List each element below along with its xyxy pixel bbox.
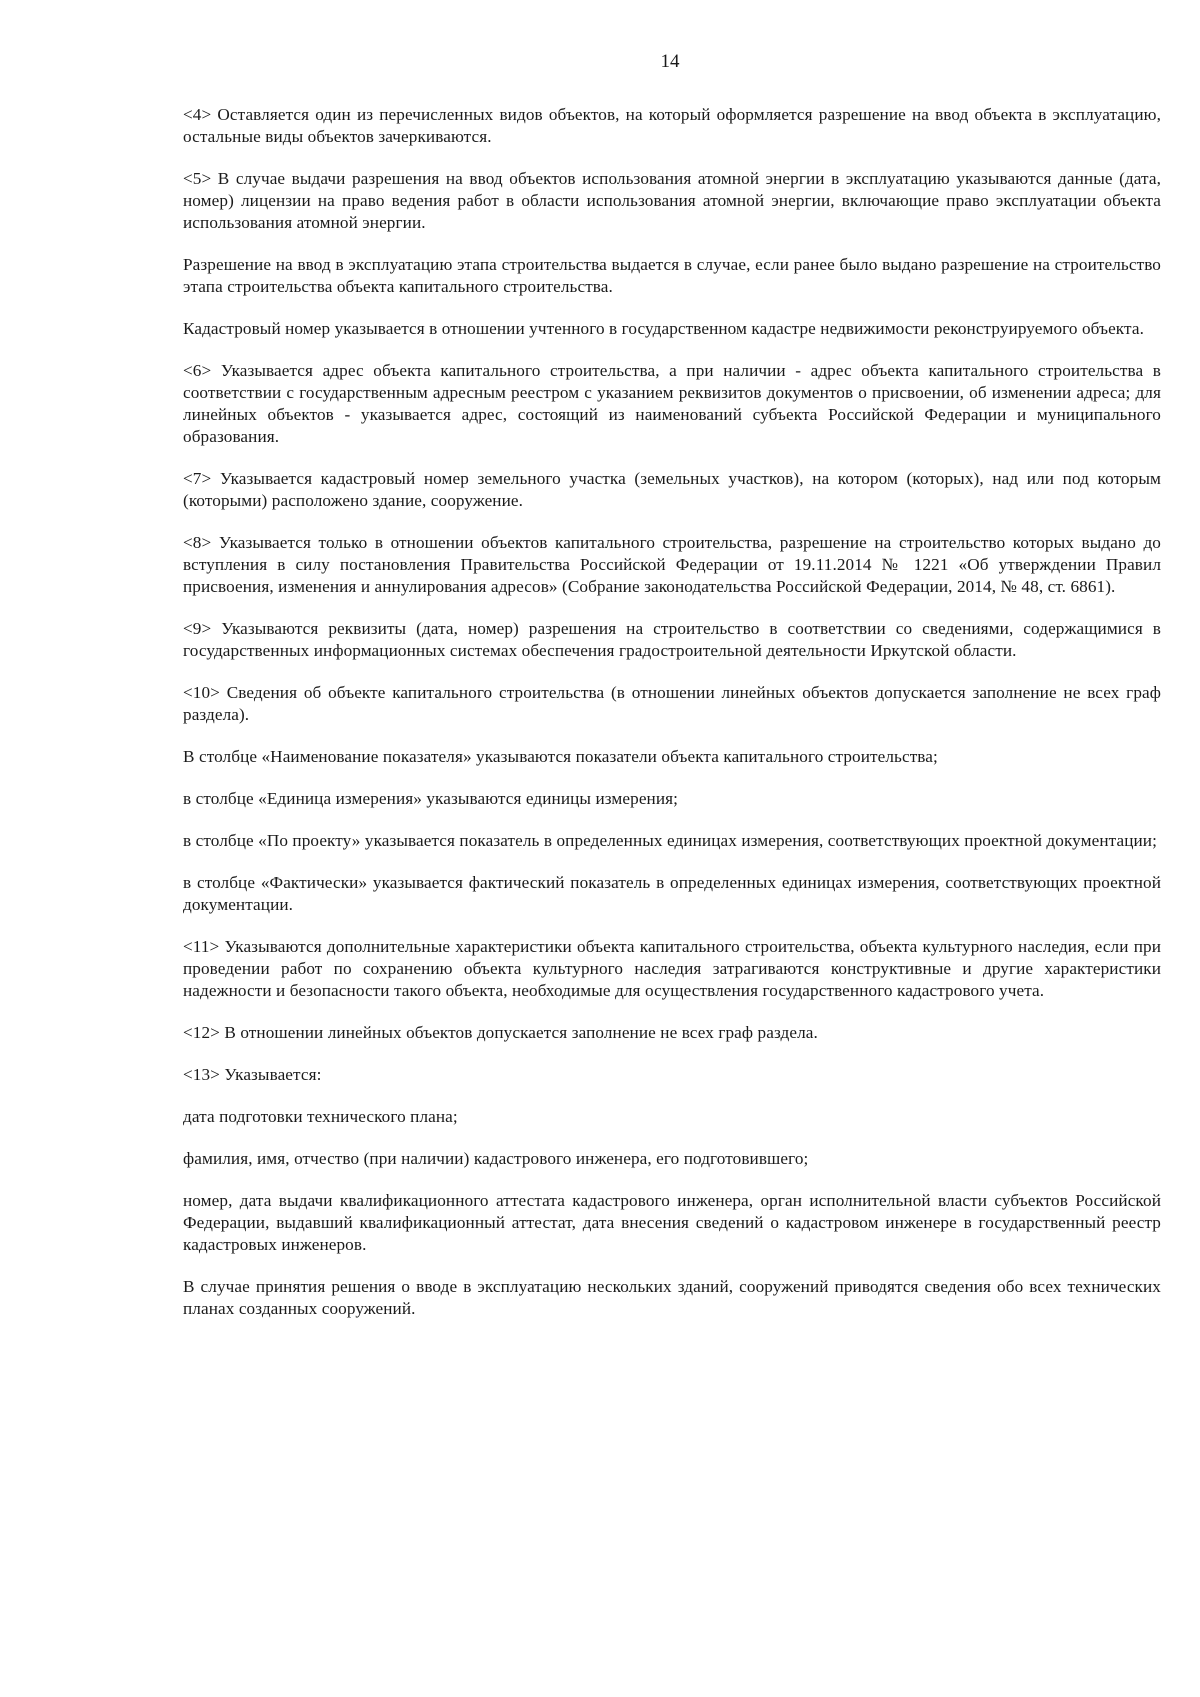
footnote-8: <8> Указывается только в отношении объектов капитального строительства, разрешение на строительство которых выдано до вступления в силу постановления Правительства Российской Федерации от 19.11.2014 № 1221 «Об утверждении Правил присвоения, изменения и аннулирования адресов» (Собрание законодательства Российской Федерации, 2014, № 48, ст. 6861). — [183, 533, 1161, 596]
page-number: 14 — [660, 51, 680, 72]
footnote-13: <13> Указывается: — [183, 1065, 322, 1084]
footnote-10: <10> Сведения об объекте капитального строительства (в отношении линейных объектов допускается заполнение не всех граф раздела). — [183, 683, 1161, 724]
footnote-7: <7> Указывается кадастровый номер земельного участка (земельных участков), на котором (которых), над или под которым (которыми) расположено здание, сооружение. — [183, 469, 1161, 510]
column-name-note: В столбце «Наименование показателя» указываются показатели объекта капитального строительства; — [183, 747, 938, 766]
column-actual-note: в столбце «Фактически» указывается фактический показатель в определенных единицах измерения, соответствующих проектной документации. — [183, 873, 1161, 914]
footnote-5: <5> В случае выдачи разрешения на ввод объектов использования атомной энергии в эксплуатацию указываются данные (дата, номер) лицензии на право ведения работ в области использования атомной энергии, включающие право эксплуатации объекта использования атомной энергии. — [183, 169, 1161, 232]
footnote-4: <4> Оставляется один из перечисленных видов объектов, на который оформляется разрешение на ввод объекта в эксплуатацию, остальные виды объектов зачеркиваются. — [183, 105, 1161, 146]
tech-plan-date-note: дата подготовки технического плана; — [183, 1107, 458, 1126]
stage-permit-note: Разрешение на ввод в эксплуатацию этапа строительства выдается в случае, если ранее было выдано разрешение на строительство этапа строительства объекта капитального строительства. — [183, 255, 1161, 296]
cadastral-number-note: Кадастровый номер указывается в отношении учтенного в государственном кадастре недвижимости реконструируемого объекта. — [183, 319, 1144, 338]
engineer-name-note: фамилия, имя, отчество (при наличии) кадастрового инженера, его подготовившего; — [183, 1149, 809, 1168]
document-body — [183, 104, 1161, 1340]
column-unit-note: в столбце «Единица измерения» указываются единицы измерения; — [183, 789, 679, 808]
footnote-6: <6> Указывается адрес объекта капитального строительства, а при наличии - адрес объекта капитального строительства в соответствии с государственным адресным реестром с указанием реквизитов документов о присвоении, об изменении адреса; для линейных объектов - указывается адрес, состоящий из наименований субъекта Российской Федерации и муниципального образования. — [183, 361, 1161, 446]
footnote-12: <12> В отношении линейных объектов допускается заполнение не всех граф раздела. — [183, 1023, 818, 1042]
footnote-11: <11> Указываются дополнительные характеристики объекта капитального строительства, объекта культурного наследия, если при проведении работ по сохранению объекта культурного наследия затрагиваются конструктивные и другие характеристики надежности и безопасности такого объекта, необходимые для осуществления государственного кадастрового учета. — [183, 937, 1161, 1000]
multiple-buildings-note: В случае принятия решения о вводе в эксплуатацию нескольких зданий, сооружений приводятся сведения обо всех технических планах созданных сооружений. — [183, 1277, 1161, 1318]
footnote-9: <9> Указываются реквизиты (дата, номер) разрешения на строительство в соответствии со сведениями, содержащимися в государственных информационных системах обеспечения градостроительной деятельности Иркутской области. — [183, 619, 1161, 660]
engineer-certificate-note: номер, дата выдачи квалификационного аттестата кадастрового инженера, орган исполнительной власти субъектов Российской Федерации, выдавший квалификационный аттестат, дата внесения сведений о кадастровом инженере в государственный реестр кадастровых инженеров. — [183, 1191, 1161, 1254]
column-project-note: в столбце «По проекту» указывается показатель в определенных единицах измерения, соответствующих проектной документации; — [183, 831, 1157, 850]
